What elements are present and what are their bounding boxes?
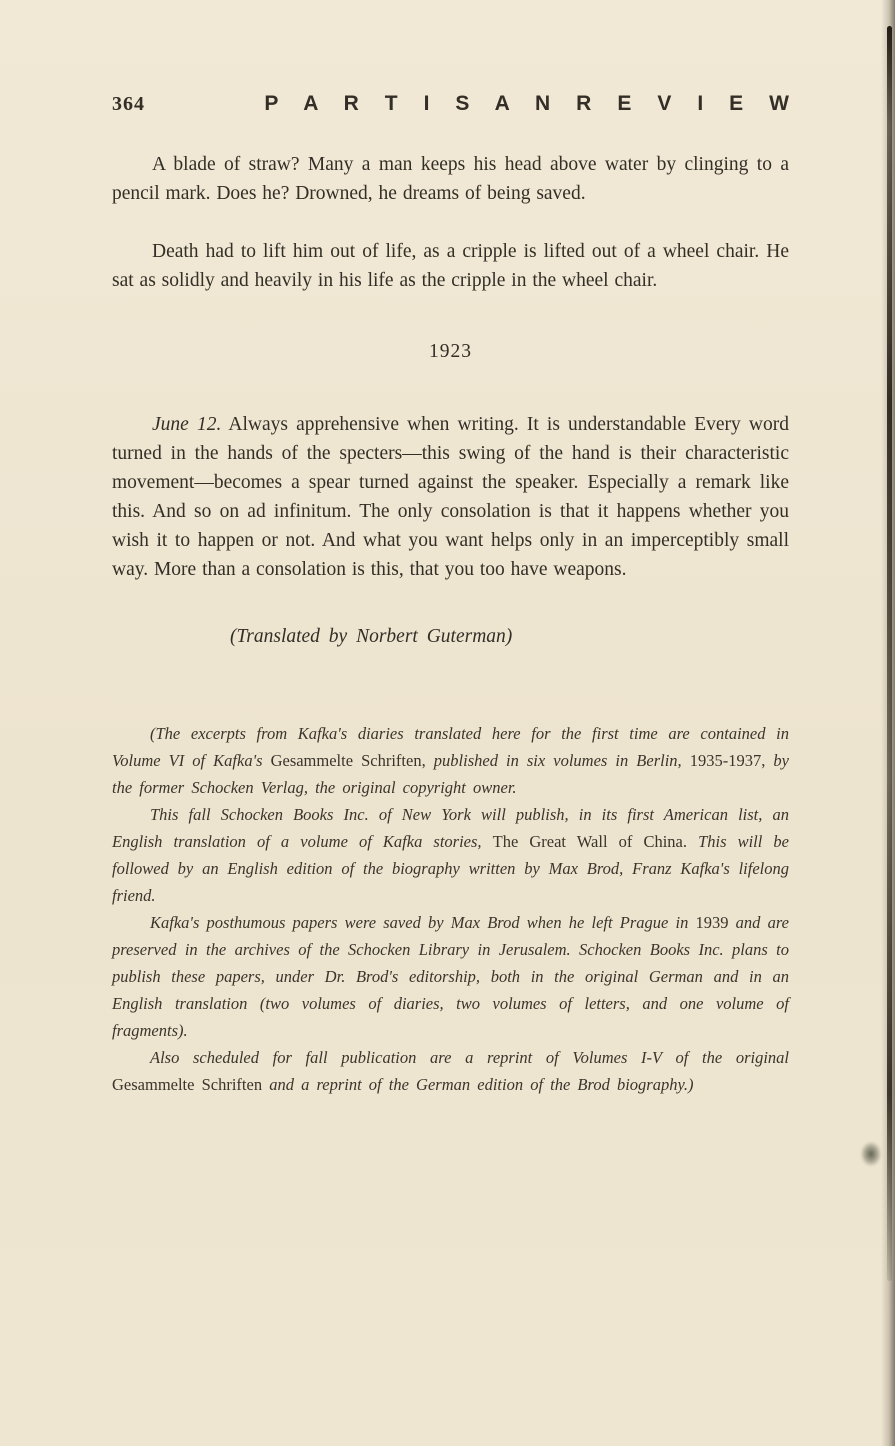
entry-date: June 12. xyxy=(152,414,222,435)
scan-edge-line xyxy=(887,26,892,1281)
publisher-note xyxy=(112,720,789,1098)
note-segment: The Great Wall of China. xyxy=(492,832,687,851)
scan-edge-shadow xyxy=(881,0,895,1446)
note-segment: 1935-1937, xyxy=(689,751,766,770)
note-segment: published in six volumes in Berlin, xyxy=(425,751,690,770)
diary-paragraph-1: A blade of straw? Many a man keeps his head above water by clinging to a pencil mark. Does he? Drowned, he dreams of being saved. xyxy=(112,154,789,204)
note-segment: Also scheduled for fall publication are a reprint of Volumes I-V of the original xyxy=(150,1048,789,1067)
diary-paragraph-2: Death had to lift him out of life, as a cripple is lifted out of a wheel chair. He sat as solidly and heavily in his life as the cripple in the wheel chair. xyxy=(112,241,789,291)
publisher-note-paragraph-4 xyxy=(112,1044,789,1098)
note-segment: (The excerpts from Kafka's diaries translated here for the first time are contained in Volume VI of Kafka's xyxy=(112,724,789,770)
publisher-note-paragraph-2 xyxy=(112,801,789,909)
diary-entry xyxy=(112,410,789,584)
publisher-note-paragraph-1 xyxy=(112,720,789,801)
translator-credit: (Translated by Norbert Guterman) xyxy=(230,626,513,647)
scan-smudge xyxy=(861,1142,881,1166)
page-number: 364 xyxy=(112,93,145,115)
note-segment: by the former Schocken Verlag, the original copyright owner. xyxy=(112,751,789,797)
note-segment: and are preserved in the archives of the Schocken Library in Jerusalem. Schocken Books Inc. plans to publish these papers, under Dr. Brod's editorship, both in the original German and in an English translation (two volumes of diaries, two volumes of letters, and one volume of fragments). xyxy=(112,913,789,1040)
note-segment: Gesammelte Schriften, xyxy=(270,751,426,770)
page-header xyxy=(112,92,800,116)
note-segment: Kafka's posthumous papers were saved by Max Brod when he left Prague in xyxy=(150,913,696,932)
publisher-note-paragraph-3 xyxy=(112,909,789,1044)
entry-text: Always apprehensive when writing. It is understandable Every word turned in the hands of the specters—this swing of the hand is their characteristic movement—becomes a spear turned against the speaker. Especially a remark like this. And so on ad infinitum. The only consolation is that it happens whether you wish it to happen or not. And what you want helps only in an imperceptibly small way. More than a consolation is this, that you too have weapons. xyxy=(112,414,789,580)
note-segment: 1939 xyxy=(695,913,729,932)
note-segment: This will be followed by an English edition of the biography written by Max Brod, Franz Kafka's lifelong friend. xyxy=(112,832,789,905)
year-heading: 1923 xyxy=(429,341,472,362)
note-segment: and a reprint of the German edition of the Brod biography.) xyxy=(262,1075,694,1094)
journal-title: P A R T I S A N R E V I E W xyxy=(264,92,800,115)
note-segment: Gesammelte Schriften xyxy=(112,1075,263,1094)
note-segment: This fall Schocken Books Inc. of New York will publish, in its first American list, an English translation of a volume of Kafka stories, xyxy=(112,805,789,851)
